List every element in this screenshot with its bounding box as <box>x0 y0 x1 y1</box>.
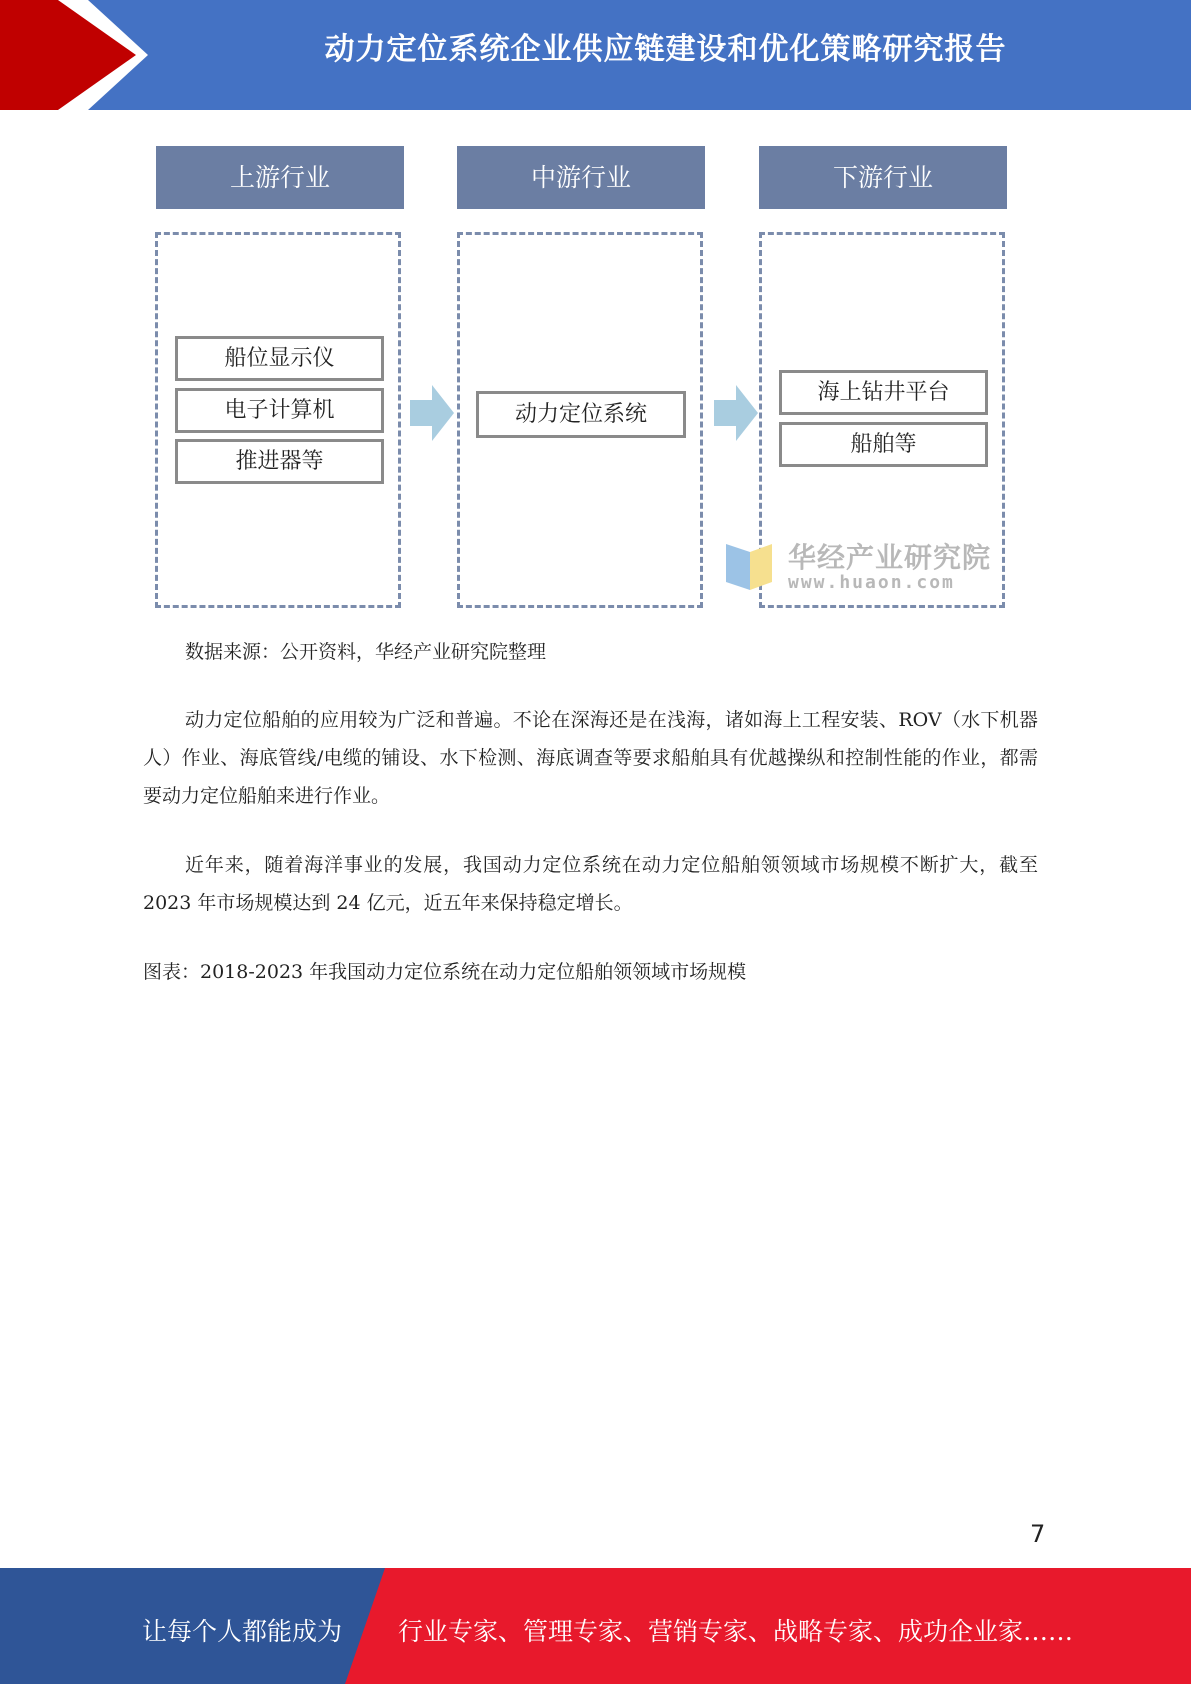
footer-slogan-left: 让每个人都能成为 <box>142 1617 343 1646</box>
huaon-watermark <box>724 536 1024 596</box>
watermark-name: 华经产业研究院 <box>788 541 992 574</box>
paragraph-market: 近年来，随着海洋事业的发展，我国动力定位系统在动力定位船舶领领域市场规模不断扩大，截至 2023 年市场规模达到 24 亿元，近五年来保持稳定增长。 <box>143 854 1038 914</box>
upstream-heading: 上游行业 <box>156 146 404 209</box>
huaon-logo-icon <box>724 538 776 590</box>
flow-arrow-icon <box>410 385 454 441</box>
downstream-item: 海上钻井平台 <box>779 370 988 415</box>
upstream-item: 电子计算机 <box>175 388 384 433</box>
downstream-heading: 下游行业 <box>759 146 1007 209</box>
industry-chain-diagram <box>152 142 1022 614</box>
midstream-heading: 中游行业 <box>457 146 705 209</box>
flow-arrow-icon <box>714 385 758 441</box>
upstream-item: 船位显示仪 <box>175 336 384 381</box>
paragraph-application: 动力定位船舶的应用较为广泛和普遍。不论在深海还是在浅海，诸如海上工程安装、ROV（水下机器人）作业、海底管线/电缆的铺设、水下检测、海底调查等要求船舶具有优越操纵和控制性能的作业，都需要动力定位船舶来进行作业。 <box>143 709 1038 807</box>
upstream-item: 推进器等 <box>175 439 384 484</box>
footer-slogan-right: 行业专家、管理专家、营销专家、战略专家、成功企业家…… <box>398 1617 1074 1646</box>
watermark-url: www.huaon.com <box>788 572 955 593</box>
midstream-item: 动力定位系统 <box>476 391 686 438</box>
page-number: 7 <box>1030 1520 1046 1548</box>
header-bar <box>0 0 1191 110</box>
data-source-caption: 数据来源：公开资料，华经产业研究院整理 <box>185 641 547 663</box>
figure-title: 图表：2018-2023 年我国动力定位系统在动力定位船舶领领域市场规模 <box>143 961 747 983</box>
report-title: 动力定位系统企业供应链建设和优化策略研究报告 <box>324 32 1007 67</box>
downstream-item: 船舶等 <box>779 422 988 467</box>
header-chevron-decoration <box>0 0 160 110</box>
